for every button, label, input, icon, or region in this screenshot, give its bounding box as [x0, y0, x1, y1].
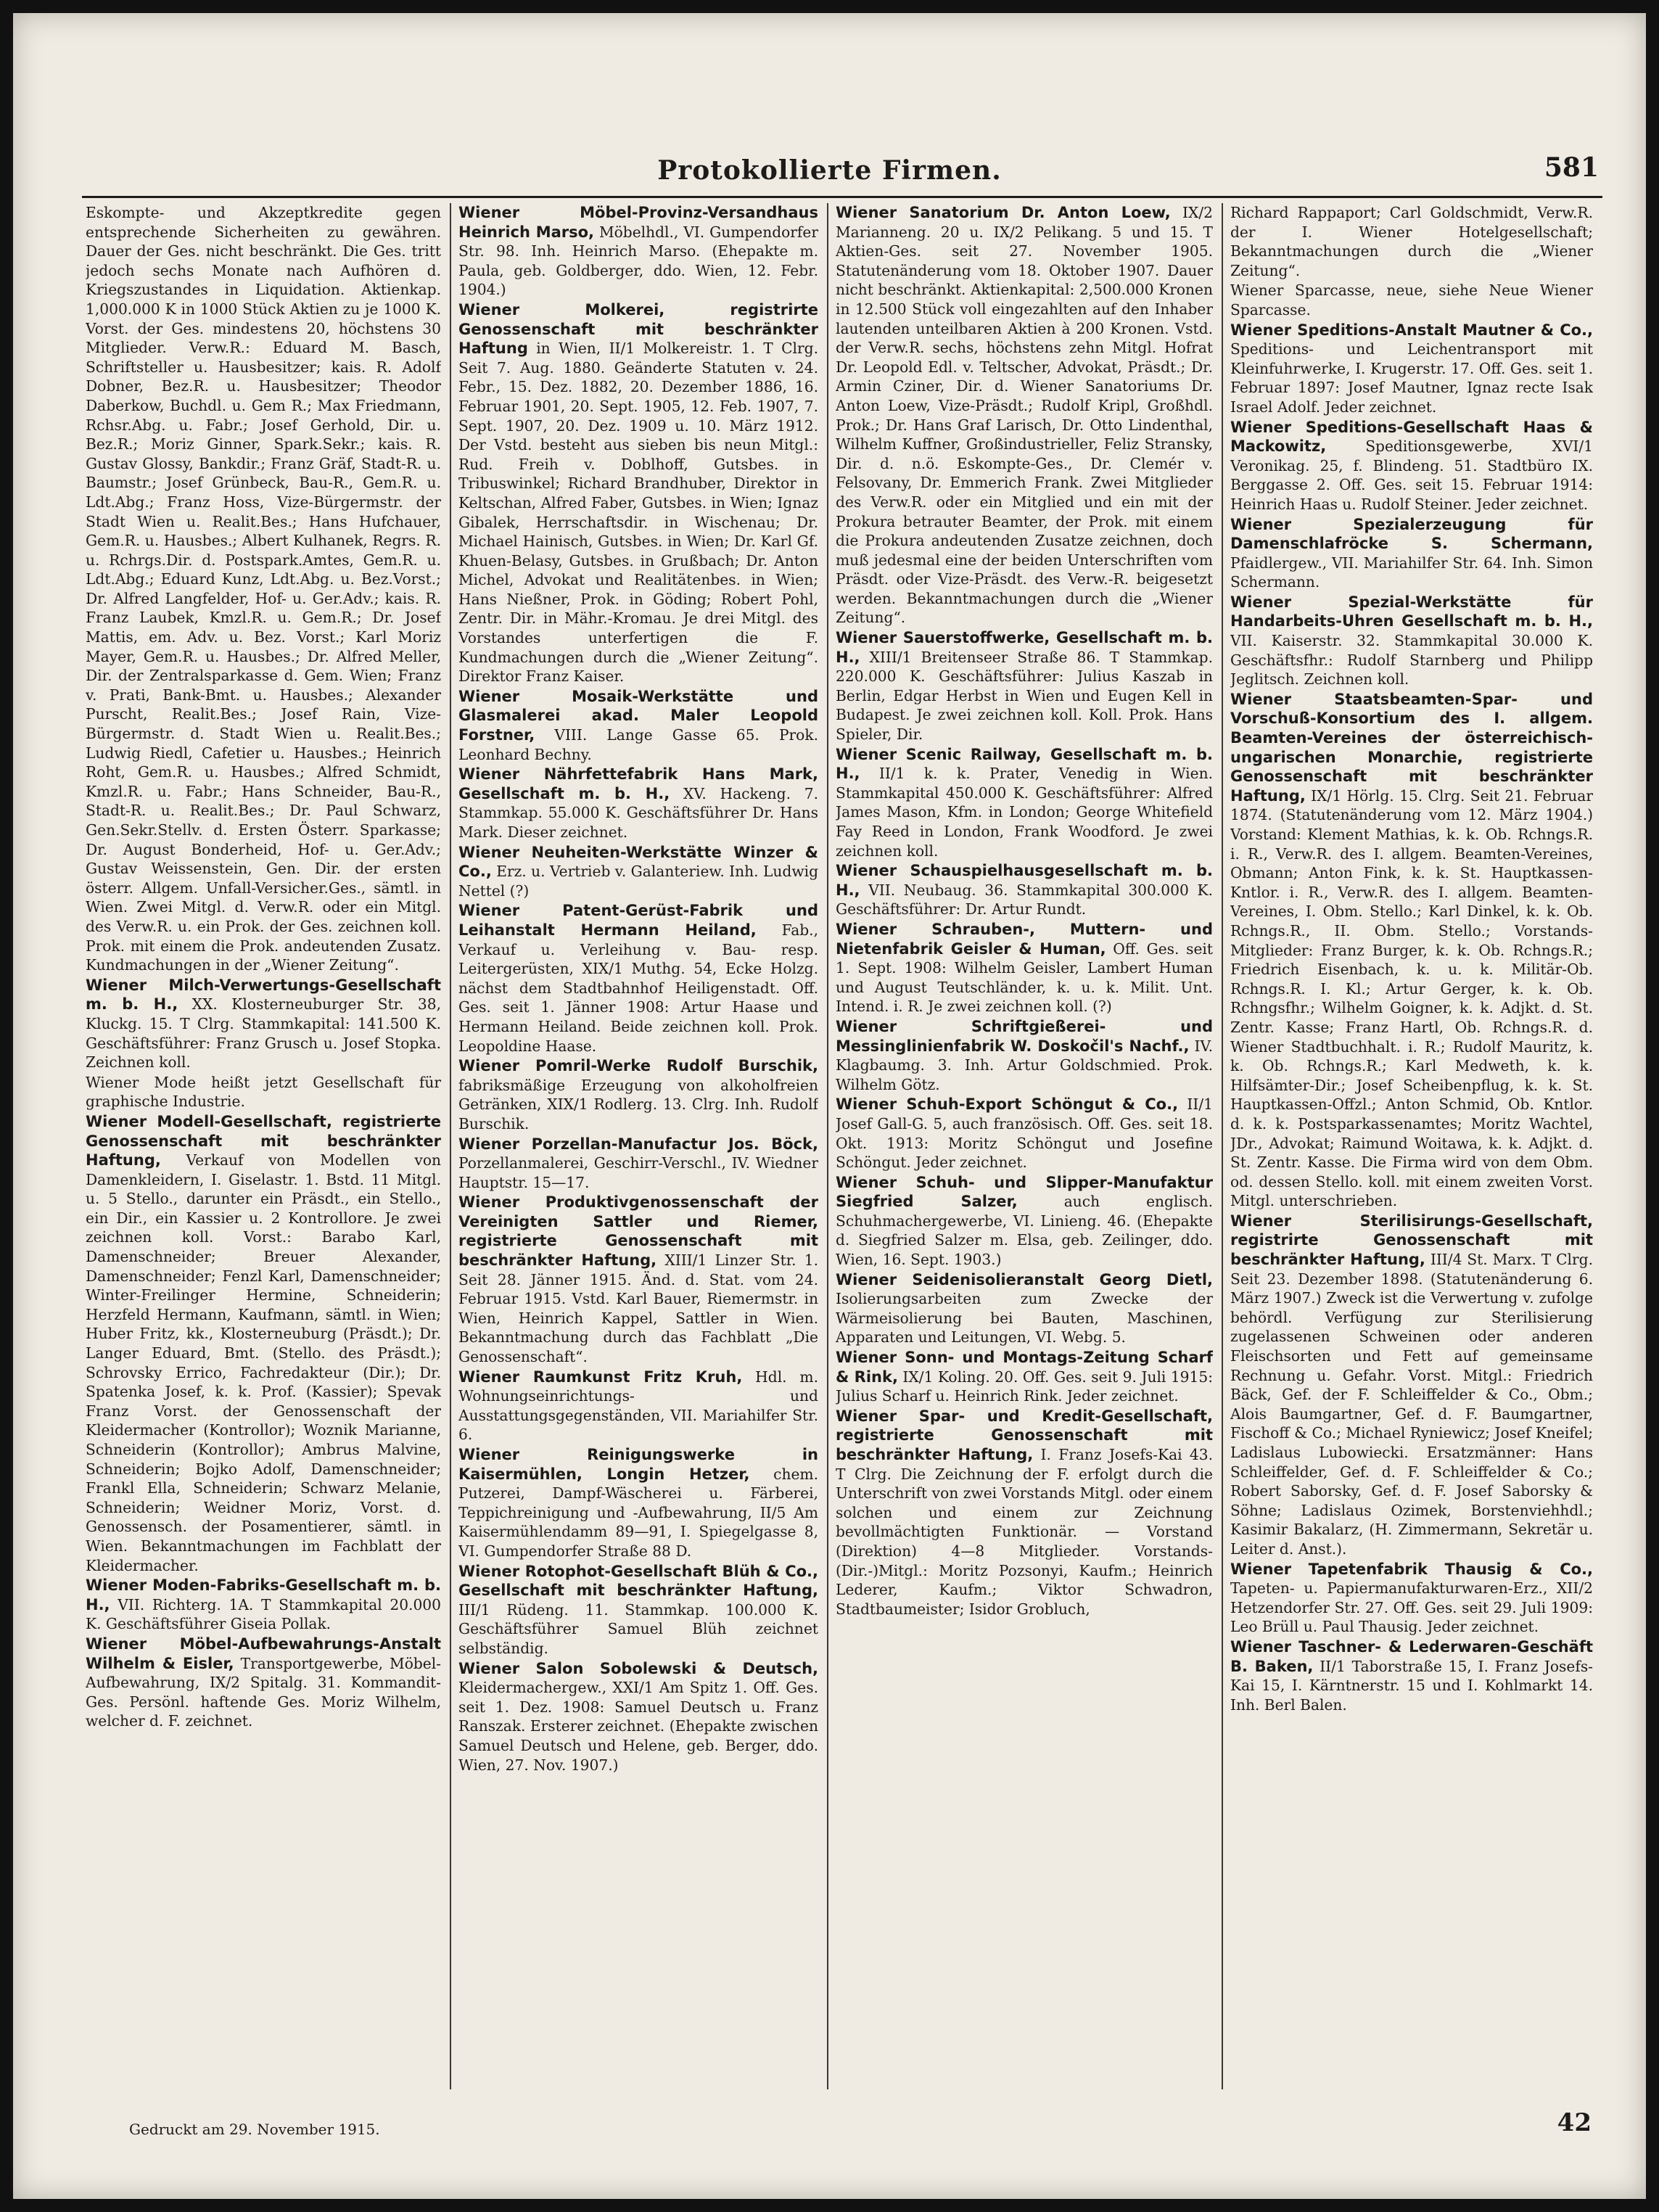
firm-name: Wiener Schrauben-, Muttern- und Nietenfabrik Geisler & Human,	[836, 920, 1213, 958]
firm-name: Wiener Pomril-Werke Rudolf Burschik,	[458, 1057, 818, 1075]
firm-details: Möbelhdl., VI. Gumpendorfer Str. 98. Inh. Heinrich Marso. (Ehepakte m. Paula, geb. Goldberger, ddo. Wien, 12. Febr. 1904.)	[458, 223, 818, 299]
firm-details: Wiener Mode heißt jetzt Gesellschaft für graphische Industrie.	[86, 1073, 441, 1111]
firm-details: IX/1 Hörlg. 15. Clrg. Seit 21. Februar 1874. (Statutenänderung vom 12. März 1904.) Vorstand: Klement Mathias, k. k. Ob. Rchngs.R. i. R., Verw.R. des I. allgem. Beamten-Vereines, Obmann; Anton Fink, k. k. St. Hauptkassen-Kntlor. i. R., Verw.R. des I. allgem. Beamten-Vereines, I. Obm. Stello.; Karl Dinkel, k. k. Ob. Rchngs.R., II. Obm. Stello.; Vorstands-Mitglieder: Franz Burger, k. k. Ob. Rchngs.R.; Friedrich Eisenbach, k. u. k. Militär-Ob. Rchngs.R. I. Kl.; Artur Gerger, k. k. Ob. Rchngsfhr.; Wilhelm Goigner, k. k. Adjkt. d. St. Zentr. Kasse; Franz Hartl, Ob. Rchngs.R. d. Wiener Stadtbuchhalt. i. R.; Rudolf Mauritz, k. k. Ob. Rchngs.R.; Karl Medweth, k. k. Hilfsämter-Dir.; Josef Scheibenpflug, k. k. St. Hauptkassen-Offzl.; Anton Schmid, Ob. Kntlor. d. k. k. Postsparkassenamtes; Moritz Wachtel, JDr., Advokat; Raimund Woitawa, k. k. Adjkt. d. St. Zentr. Kasse. Die Firma wird von dem Obm. od. dessen Stello. koll. mit einem zweiten Vorst. Mitgl. unterschrieben.	[1230, 786, 1593, 1210]
firm-entry	[458, 203, 818, 300]
firm-details: XIII/1 Breitenseer Straße 86. T Stammkap. 220.000 K. Geschäftsführer: Julius Kaszab in Berlin, Edgar Herbst in Wien und Eugen Kell in Budapest. Je zwei zeichnen koll. Koll. Prok. Hans Spieler, Dir.	[836, 648, 1213, 744]
firm-details: I. Franz Josefs-Kai 43. T Clrg. Die Zeichnung der F. erfolgt durch die Unterschrift von zwei Vorstands Mitgl. oder einem solchen und einem zur Zeichnung bevollmächtigten Funktionär. — Vorstand (Direktion) 4—8 Mitglieder. Vorstands-(Dir.-)Mitgl.: Moritz Pozsonyi, Kaufm.; Heinrich Lederer, Kaufm.; Viktor Schwadron, Stadtbaumeister; Isidor Grobluch,	[836, 1446, 1213, 1618]
firm-entry	[86, 1073, 441, 1111]
firm-name: Wiener Sonn- und Montags-Zeitung Scharf & Rink,	[836, 1349, 1213, 1386]
firm-name: Wiener Patent-Gerüst-Fabrik und Leihanstalt Hermann Heiland,	[458, 902, 818, 939]
firm-name: Wiener Tapetenfabrik Thausig & Co.,	[1230, 1560, 1593, 1578]
firm-details: Verkauf von Modellen von Damenkleidern, I. Giselastr. 1. Bstd. 11 Mitgl. u. 5 Stello., darunter ein Präsdt., ein Stello., ein Dir., ein Kassier u. 2 Kontrollore. Je zwei zeichnen koll. Vorst.: Barabo Karl, Damenschneider; Breuer Alexander, Damenschneider; Fenzl Karl, Damenschneider; Winter-Freilinger Hermine, Schneiderin; Herzfeld Hermann, Kaufmann, sämtl. in Wien; Huber Fritz, kk., Klosterneuburg (Präsdt.); Dr. Langer Eduard, Bmt. (Stello. des Präsdt.); Schrovsky Errico, Fachredakteur (Dir.); Dr. Spatenka Josef, k. k. Prof. (Kassier); Spevak Franz Vorst. der Genossenschaft der Kleidermacher (Kontrollor); Woznik Marianne, Schneiderin (Kontrollor); Ambrus Malvine, Schneiderin; Bojko Adolf, Damenschneider; Frankl Ella, Schneiderin; Schwarz Melanie, Schneiderin; Weidner Moriz, Vorst. d. Genossensch. der Posamentierer, sämtl. in Wien. Bekanntmachungen im Fachblatt der Kleidermacher.	[86, 1151, 441, 1574]
column-divider	[827, 203, 828, 2089]
firm-name: Wiener Neuheiten-Werkstätte Winzer & Co.,	[458, 843, 818, 881]
firm-entry	[458, 1135, 818, 1193]
firm-entry	[1230, 593, 1593, 689]
firm-name: Wiener Speditions-Gesellschaft Haas & Mackowitz,	[1230, 418, 1593, 456]
firm-details: VII. Kaiserstr. 32. Stammkapital 30.000 K. Geschäftsfhr.: Rudolf Starnberg und Philipp Jeglitsch. Zeichnen koll.	[1230, 632, 1593, 688]
firm-entry	[836, 203, 1213, 628]
firm-name: Wiener Spar- und Kredit-Gesellschaft, registrierte Genossenschaft mit beschränkter Haftung,	[836, 1407, 1213, 1463]
column-4	[1230, 203, 1593, 2060]
firm-entry	[836, 1173, 1213, 1270]
column-3	[836, 203, 1213, 2060]
firm-details: in Wien, II/1 Molkereistr. 1. T Clrg. Seit 7. Aug. 1880. Geänderte Statuten v. 24. Febr., 15. Dez. 1882, 20. Dezember 1886, 16. Februar 1901, 20. Sept. 1905, 12. Feb. 1907, 7. Sept. 1907, 20. Dez. 1909 u. 10. März 1912. Der Vstd. besteht aus sieben bis neun Mitgl.: Rud. Freih v. Doblhoff, Gutsbes. in Tribuswinkel; Richard Brandhuber, Direktor in Keltschan, Alfred Faber, Gutsbes. in Wien; Ignaz Gibalek, Herrschaftsdir. in Wischenau; Dr. Michael Hainisch, Gutsbes. in Wien; Dr. Karl Gf. Khuen-Belasy, Gutsbes. in Grußbach; Dr. Anton Michel, Advokat und Realitätenbes. in Wien; Hans Nießner, Prok. in Göding; Robert Pohl, Zentr. Dir. in Mähr.-Kromau. Je drei Mitgl. des Vorstandes unterfertigen die F. Kundmachungen durch die „Wiener Zeitung“. Direktor Franz Kaiser.	[458, 340, 818, 686]
firm-entry	[458, 300, 818, 686]
document-page	[13, 13, 1646, 2199]
firm-entry	[458, 765, 818, 842]
firm-name: Wiener Porzellan-Manufactur Jos. Böck,	[458, 1135, 818, 1153]
firm-name: Wiener Mosaik-Werkstätte und Glasmalerei akad. Maler Leopold Forstner,	[458, 687, 818, 744]
firm-name: Wiener Schuh- und Slipper-Manufaktur Siegfried Salzer,	[836, 1173, 1213, 1211]
firm-details: Wiener Sparcasse, neue, siehe Neue Wiener Sparcasse.	[1230, 281, 1593, 318]
firm-details: Transportgewerbe, Möbel-Aufbewahrung, IX/2 Spitalg. 31. Kommandit-Ges. Persönl. haftende Ges. Moriz Wilhelm, welcher d. F. zeichnet.	[86, 1654, 441, 1730]
firm-details: XV. Hackeng. 7. Stammkap. 55.000 K. Geschäftsführer Dr. Hans Mark. Dieser zeichnet.	[458, 784, 818, 841]
firm-details: Fab., Verkauf u. Verleihung v. Bau- resp. Leitergerüsten, XIX/1 Muthg. 54, Ecke Holzg. nächst dem Stadtbahnhof Heiligenstadt. Off. Ges. seit 1. Jänner 1908: Artur Haase und Hermann Heiland. Beide zeichnen koll. Prok. Leopoldine Haase.	[458, 921, 818, 1055]
firm-details: II/1 Josef Gall-G. 5, auch französisch. Off. Ges. seit 18. Okt. 1913: Moritz Schöngut und Josefine Schöngut. Jeder zeichnet.	[836, 1095, 1213, 1172]
firm-details: Speditions- und Leichentransport mit Kleinfuhrwerke, I. Krugerstr. 17. Off. Ges. seit 1. Februar 1897: Josef Mautner, Ignaz recte Isak Israel Adolf. Jeder zeichnet.	[1230, 340, 1593, 416]
firm-entry	[458, 901, 818, 1056]
firm-entry	[836, 745, 1213, 861]
firm-entry	[458, 1445, 818, 1561]
firm-details: XIII/1 Linzer Str. 1. Seit 28. Jänner 1915. Änd. d. Stat. vom 24. Februar 1915. Vstd. Karl Bauer, Riemermstr. in Wien, Heinrich Kappel, Sattler in Wien. Bekanntmachung durch das Fachblatt „Die Genossenschaft“.	[458, 1251, 818, 1366]
firm-details: VII. Richterg. 1A. T Stammkapital 20.000 K. Geschäftsführer Giseia Pollak.	[86, 1595, 441, 1633]
firm-details: II/1 Taborstraße 15, I. Franz Josefs-Kai 15, I. Kärntnerstr. 15 und I. Kohlmarkt 14. Inh. Berl Balen.	[1230, 1657, 1593, 1714]
firm-entry	[1230, 1560, 1593, 1637]
firm-entry	[1230, 281, 1593, 319]
firm-name: Wiener Salon Sobolewski & Deutsch,	[458, 1659, 818, 1677]
firm-entry	[458, 843, 818, 901]
column-2	[458, 203, 818, 2060]
firm-entry	[1230, 203, 1593, 280]
column-1	[86, 203, 441, 2060]
firm-name: Wiener Staatsbeamten-Spar- und Vorschuß-Konsortium des I. allgem. Beamten-Vereines der österreichisch-ungarischen Monarchie, registrierte Genossenschaft mit beschränkter Haftung,	[1230, 690, 1593, 805]
firm-entry	[458, 1659, 818, 1775]
firm-details: IX/1 Koling. 20. Off. Ges. seit 9. Juli 1915: Julius Scharf u. Heinrich Rink. Jeder zeichnet.	[836, 1368, 1213, 1405]
firm-name: Wiener Schauspielhausgesellschaft m. b. H.,	[836, 862, 1213, 899]
page-title: Protokollierte Firmen.	[657, 155, 1002, 186]
firm-details: Kleidermachergew., XXI/1 Am Spitz 1. Off. Ges. seit 1. Dez. 1908: Samuel Deutsch u. Franz Ranszak. Ersterer zeichnet. (Ehepakte zwischen Samuel Deutsch und Helene, geb. Berger, ddo. Wien, 27. Nov. 1907.)	[458, 1679, 818, 1774]
firm-name: Wiener Reinigungswerke in Kaisermühlen, Longin Hetzer,	[458, 1446, 818, 1483]
print-date: Gedruckt am 29. November 1915.	[129, 2121, 380, 2138]
firm-entry	[1230, 690, 1593, 1211]
firm-details: chem. Putzerei, Dampf-Wäscherei u. Färberei, Teppichreinigung und -Aufbewahrung, II/5 Am Kaisermühlendamm 89—91, I. Spiegelgasse 8, VI. Gumpendorfer Straße 88 D.	[458, 1465, 818, 1560]
firm-details: Off. Ges. seit 1. Sept. 1908: Wilhelm Geisler, Lambert Human und August Teutschländer, k. u. k. Milit. Unt. Intend. i. R. Je zwei zeichnen koll. (?)	[836, 940, 1213, 1016]
firm-details: IV. Klagbaumg. 3. Inh. Artur Goldschmied. Prok. Wilhelm Götz.	[836, 1037, 1213, 1093]
firm-details: III/4 St. Marx. T Clrg. Seit 23. Dezember 1898. (Statutenänderung 6. März 1907.) Zweck ist die Verwertung v. zufolge behördl. Verfügung zur Sterilisierung zugelassenen Schweinen oder anderen Fleischsorten und Fett auf gemeinsame Rechnung u. Gefahr. Vorst. Mitgl.: Friedrich Bäck, Gef. der F. Schleiffelder & Co., Obm.; Alois Baumgartner, Gef. d. F. Baumgartner, Fischoff & Co.; Michael Ryniewicz; Josef Kneifel; Ladislaus Lubowiecki. Ersatzmänner: Hans Schleiffelder, Gef. d. F. Schleiffelder & Co.; Robert Saborsky, Gef. d. F. Josef Saborsky & Söhne; Ladislaus Ozimek, Borstenviehhdl.; Kasimir Bakalarz, (H. Zimmermann, Sekretär u. Leiter d. Anst.).	[1230, 1251, 1593, 1558]
firm-name: Wiener Scenic Railway, Gesellschaft m. b. H.,	[836, 745, 1213, 783]
firm-name: Wiener Milch-Verwertungs-Gesellschaft m. b. H.,	[86, 976, 441, 1014]
firm-name: Wiener Möbel-Aufbewahrungs-Anstalt Wilhelm & Eisler,	[86, 1635, 441, 1672]
firm-entry	[86, 1112, 441, 1575]
firm-details: IX/2 Marianneng. 20 u. IX/2 Pelikang. 5 und 15. T Aktien-Ges. seit 27. November 1905. Statutenänderung vom 18. Oktober 1907. Dauer nicht beschränkt. Aktienkapital: 2,500.000 Kronen in 12.500 Stück voll eingezahlten auf den Inhaber lautenden unteilbaren Aktien à 200 Kronen. Vstd. der Verw.R. sechs, höchstens zehn Mitgl. Hofrat Dr. Leopold Edl. v. Teltscher, Advokat, Präsdt.; Dr. Armin Cziner, Dir. d. Wiener Sanatoriums Dr. Anton Loew, Vize-Präsdt.; Rudolf Kripl, Großhdl. Prok.; Dr. Hans Graf Larisch, Dr. Otto Lindenthal, Wilhelm Kuffner, Großindustrieller, Feliz Stransky, Dir. d. n.ö. Eskompte-Ges., Dr. Clemér v. Felsovany, Dr. Emmerich Frank. Zwei Mitglieder des Verw.R. oder ein Mitglied und ein mit der Prokura betrauter Beamter, der Prok. mit einem die Prokura andeutenden Zusatze zeichnen, doch muß jedesmal eine der beiden Unterschriften vom Präsdt. oder Vize-Präsdt. des Verw.-R. beigesetzt werden. Bekanntmachungen durch die „Wiener Zeitung“.	[836, 204, 1213, 627]
firm-name: Wiener Speditions-Anstalt Mautner & Co.,	[1230, 321, 1593, 339]
firm-entry	[86, 1576, 441, 1634]
firm-name: Wiener Schuh-Export Schöngut & Co.,	[836, 1095, 1179, 1114]
firm-details: Erz. u. Vertrieb v. Galanteriew. Inh. Ludwig Nettel (?)	[458, 863, 818, 900]
firm-entry	[1230, 1212, 1593, 1559]
firm-entry	[836, 1095, 1213, 1172]
firm-entry	[1230, 321, 1593, 417]
firm-entry	[836, 920, 1213, 1016]
firm-name: Wiener Raumkunst Fritz Kruh,	[458, 1368, 743, 1386]
firm-name: Wiener Sterilisirungs-Gesellschaft, registrirte Genossenschaft mit beschränkter Haftung,	[1230, 1212, 1593, 1269]
firm-entry	[836, 861, 1213, 919]
page-marker: 42	[1557, 2108, 1592, 2137]
firm-name: Wiener Seidenisolieranstalt Georg Dietl,	[836, 1270, 1213, 1288]
firm-name: Wiener Modell-Gesellschaft, registrierte Genossenschaft mit beschränkter Haftung,	[86, 1112, 441, 1169]
column-divider	[450, 203, 451, 2089]
firm-entry	[86, 1635, 441, 1731]
firm-name: Wiener Nährfettefabrik Hans Mark, Gesellschaft m. b. H.,	[458, 765, 818, 802]
firm-name: Wiener Spezialerzeugung für Damenschlafröcke S. Schermann,	[1230, 515, 1593, 553]
header-rule	[82, 196, 1602, 198]
firm-entry	[458, 1562, 818, 1658]
firm-details: auch englisch. Schuhmachergewerbe, VI. Linieng. 46. (Ehepakte d. Siegfried Salzer m. Elsa, geb. Zeilinger, ddo. Wien, 16. Sept. 1903.)	[836, 1193, 1213, 1269]
firm-entry	[1230, 515, 1593, 592]
firm-details: Hdl. m. Wohnungseinrichtungs- und Ausstattungsgegenständen, VII. Mariahilfer Str. 6.	[458, 1368, 818, 1444]
firm-name: Wiener Moden-Fabriks-Gesellschaft m. b. H.,	[86, 1576, 441, 1613]
firm-details: Isolierungsarbeiten zum Zwecke der Wärmeisolierung bei Bauten, Maschinen, Apparaten und Leitungen, VI. Webg. 5.	[836, 1290, 1213, 1346]
firm-details: II/1 k. k. Prater, Venedig in Wien. Stammkapital 450.000 K. Geschäftsführer: Alfred James Mason, Kfm. in London; George Whitefield Fay Reed in London, Frank Woodford. Je zwei zeichnen koll.	[836, 765, 1213, 860]
firm-details: XX. Klosterneuburger Str. 38, Kluckg. 15. T Clrg. Stammkapital: 141.500 K. Geschäftsführer: Franz Grusch u. Josef Stopka. Zeichnen koll.	[86, 995, 441, 1072]
firm-name: Wiener Schriftgießerei- und Messinglinienfabrik W. Doskočil's Nachf.,	[836, 1017, 1213, 1055]
page-header	[13, 151, 1646, 194]
firm-name: Wiener Sauerstoffwerke, Gesellschaft m. b. H.,	[836, 629, 1213, 666]
firm-entry	[458, 1193, 818, 1366]
firm-details: Porzellanmalerei, Geschirr-Verschl., IV. Wiedner Hauptstr. 15—17.	[458, 1154, 818, 1191]
firm-entry	[836, 1270, 1213, 1347]
firm-name: Wiener Taschner- & Lederwaren-Geschäft B. Baken,	[1230, 1637, 1593, 1675]
firm-entry	[1230, 1637, 1593, 1714]
firm-name: Wiener Rotophot-Gesellschaft Blüh & Co., Gesellschaft mit beschränkter Haftung,	[458, 1562, 818, 1600]
firm-entry	[836, 628, 1213, 744]
firm-details: VII. Neubaug. 36. Stammkapital 300.000 K. Geschäftsführer: Dr. Artur Rundt.	[836, 881, 1213, 918]
firm-entry	[1230, 418, 1593, 514]
firm-details: III/1 Rüdeng. 11. Stammkap. 100.000 K. Geschäftsführer Samuel Blüh zeichnet selbständig.	[458, 1600, 818, 1657]
firm-name: Wiener Sanatorium Dr. Anton Loew,	[836, 204, 1171, 221]
firm-details: Speditionsgewerbe, XVI/1 Veronikag. 25, f. Blindeng. 51. Stadtbüro IX. Berggasse 2. Off. Ges. seit 15. Februar 1914: Heinrich Haas u. Rudolf Steiner. Jeder zeichnet.	[1230, 437, 1593, 513]
firm-details: fabriksmäßige Erzeugung von alkoholfreien Getränken, XIX/1 Rodlerg. 13. Clrg. Inh. Rudolf Burschik.	[458, 1076, 818, 1132]
firm-entry	[86, 203, 441, 975]
firm-details: VIII. Lange Gasse 65. Prok. Leonhard Bechny.	[458, 726, 818, 763]
firm-entry	[836, 1017, 1213, 1094]
firm-details: Pfaidlergew., VII. Mariahilfer Str. 64. Inh. Simon Schermann.	[1230, 554, 1593, 591]
firm-details: Tapeten- u. Papiermanufakturwaren-Erz., XII/2 Hetzendorfer Str. 27. Off. Ges. seit 29. Juli 1909: Leo Brüll u. Paul Thausig. Jeder zeichnet.	[1230, 1579, 1593, 1636]
firm-entry	[86, 976, 441, 1072]
firm-name: Wiener Spezial-Werkstätte für Handarbeits-Uhren Gesellschaft m. b. H.,	[1230, 593, 1593, 630]
firm-entry	[458, 687, 818, 764]
firm-entry	[836, 1348, 1213, 1406]
page-number: 581	[1544, 152, 1599, 183]
firm-details: Richard Rappaport; Carl Goldschmidt, Verw.R. der I. Wiener Hotelgesellschaft; Bekanntmachungen durch die „Wiener Zeitung“.	[1230, 204, 1593, 279]
firm-name: Wiener Produktivgenossenschaft der Vereinigten Sattler und Riemer, registrierte Genossenschaft mit beschränkter Haftung,	[458, 1193, 818, 1270]
column-divider	[1222, 203, 1223, 2089]
firm-entry	[836, 1407, 1213, 1619]
firm-details: Eskompte- und Akzeptkredite gegen entsprechende Sicherheiten zu gewähren. Dauer der Ges. nicht beschränkt. Die Ges. tritt jedoch sechs Monate nach Aufhören d. Kriegszustandes in Liquidation. Aktienkap. 1,000.000 K in 1000 Stück Aktien zu je 1000 K. Vorst. der Ges. mindestens 20, höchstens 30 Mitglieder. Verw.R.: Eduard M. Basch, Schriftsteller u. Hausbesitzer; kais. R. Adolf Dobner, Bez.R. u. Hausbesitzer; Theodor Daberkow, Buchdl. u. Gem R.; Max Friedmann, Rchsr.Abg. u. Fabr.; Josef Gerhold, Dir. u. Bez.R.; Moriz Ginner, Spark.Sekr.; kais. R. Gustav Glossy, Bankdir.; Franz Gräf, Stadt-R. u. Baumstr.; Josef Grünbeck, Bau-R., Gem.R. u. Ldt.Abg.; Franz Hoss, Vize-Bürgermstr. der Stadt Wien u. Realit.Bes.; Hans Hufchauer, Gem.R. u. Hausbes.; Albert Kulhanek, Regrs. R. u. Rchrgs.Dir. d. Postspark.Amtes, Gem.R. u. Ldt.Abg.; Eduard Kunz, Ldt.Abg. u. Bez.Vorst.; Dr. Alfred Langfelder, Hof- u. Ger.Adv.; kais. R. Franz Laubek, Kmzl.R. u. Gem.R.; Dr. Josef Mattis, em. Adv. u. Bez. Vorst.; Karl Moriz Mayer, Gem.R. u. Hausbes.; Dr. Alfred Meller, Dir. der Zentralsparkasse d. Gem. Wien; Franz v. Prati, Bank-Bmt. u. Hausbes.; Alexander Purscht, Realit.Bes.; Josef Rain, Vize-Bürgermstr. d. Stadt Wien u. Realit.Bes.; Ludwig Riedl, Cafetier u. Hausbes.; Heinrich Roht, Gem.R. u. Hausbes.; Alfred Schmidt, Kmzl.R. u. Fabr.; Hans Schneider, Bau-R., Stadt-R. u. Realit.Bes.; Dr. Paul Schwarz, Gen.Sekr.Stellv. d. Ersten Österr. Sparkasse; Dr. August Bonderheid, Hof- u. Ger.Adv.; Gustav Weissenstein, Gen. Dir. der ersten österr. Allgem. Unfall-Versicher.Ges., sämtl. in Wien. Zwei Mitgl. d. Verw.R. oder ein Mitgl. des Verw.R. u. ein Prok. der Ges. zeichnen koll. Prok. mit einem die Prok. andeutenden Zusatz. Kundmachungen in der „Wiener Zeitung“.	[86, 204, 441, 974]
firm-name: Wiener Molkerei, registrirte Genossenschaft mit beschränkter Haftung	[458, 300, 818, 358]
firm-entry	[458, 1368, 818, 1444]
firm-name: Wiener Möbel-Provinz-Versandhaus Heinrich Marso,	[458, 204, 818, 241]
firm-entry	[458, 1056, 818, 1133]
